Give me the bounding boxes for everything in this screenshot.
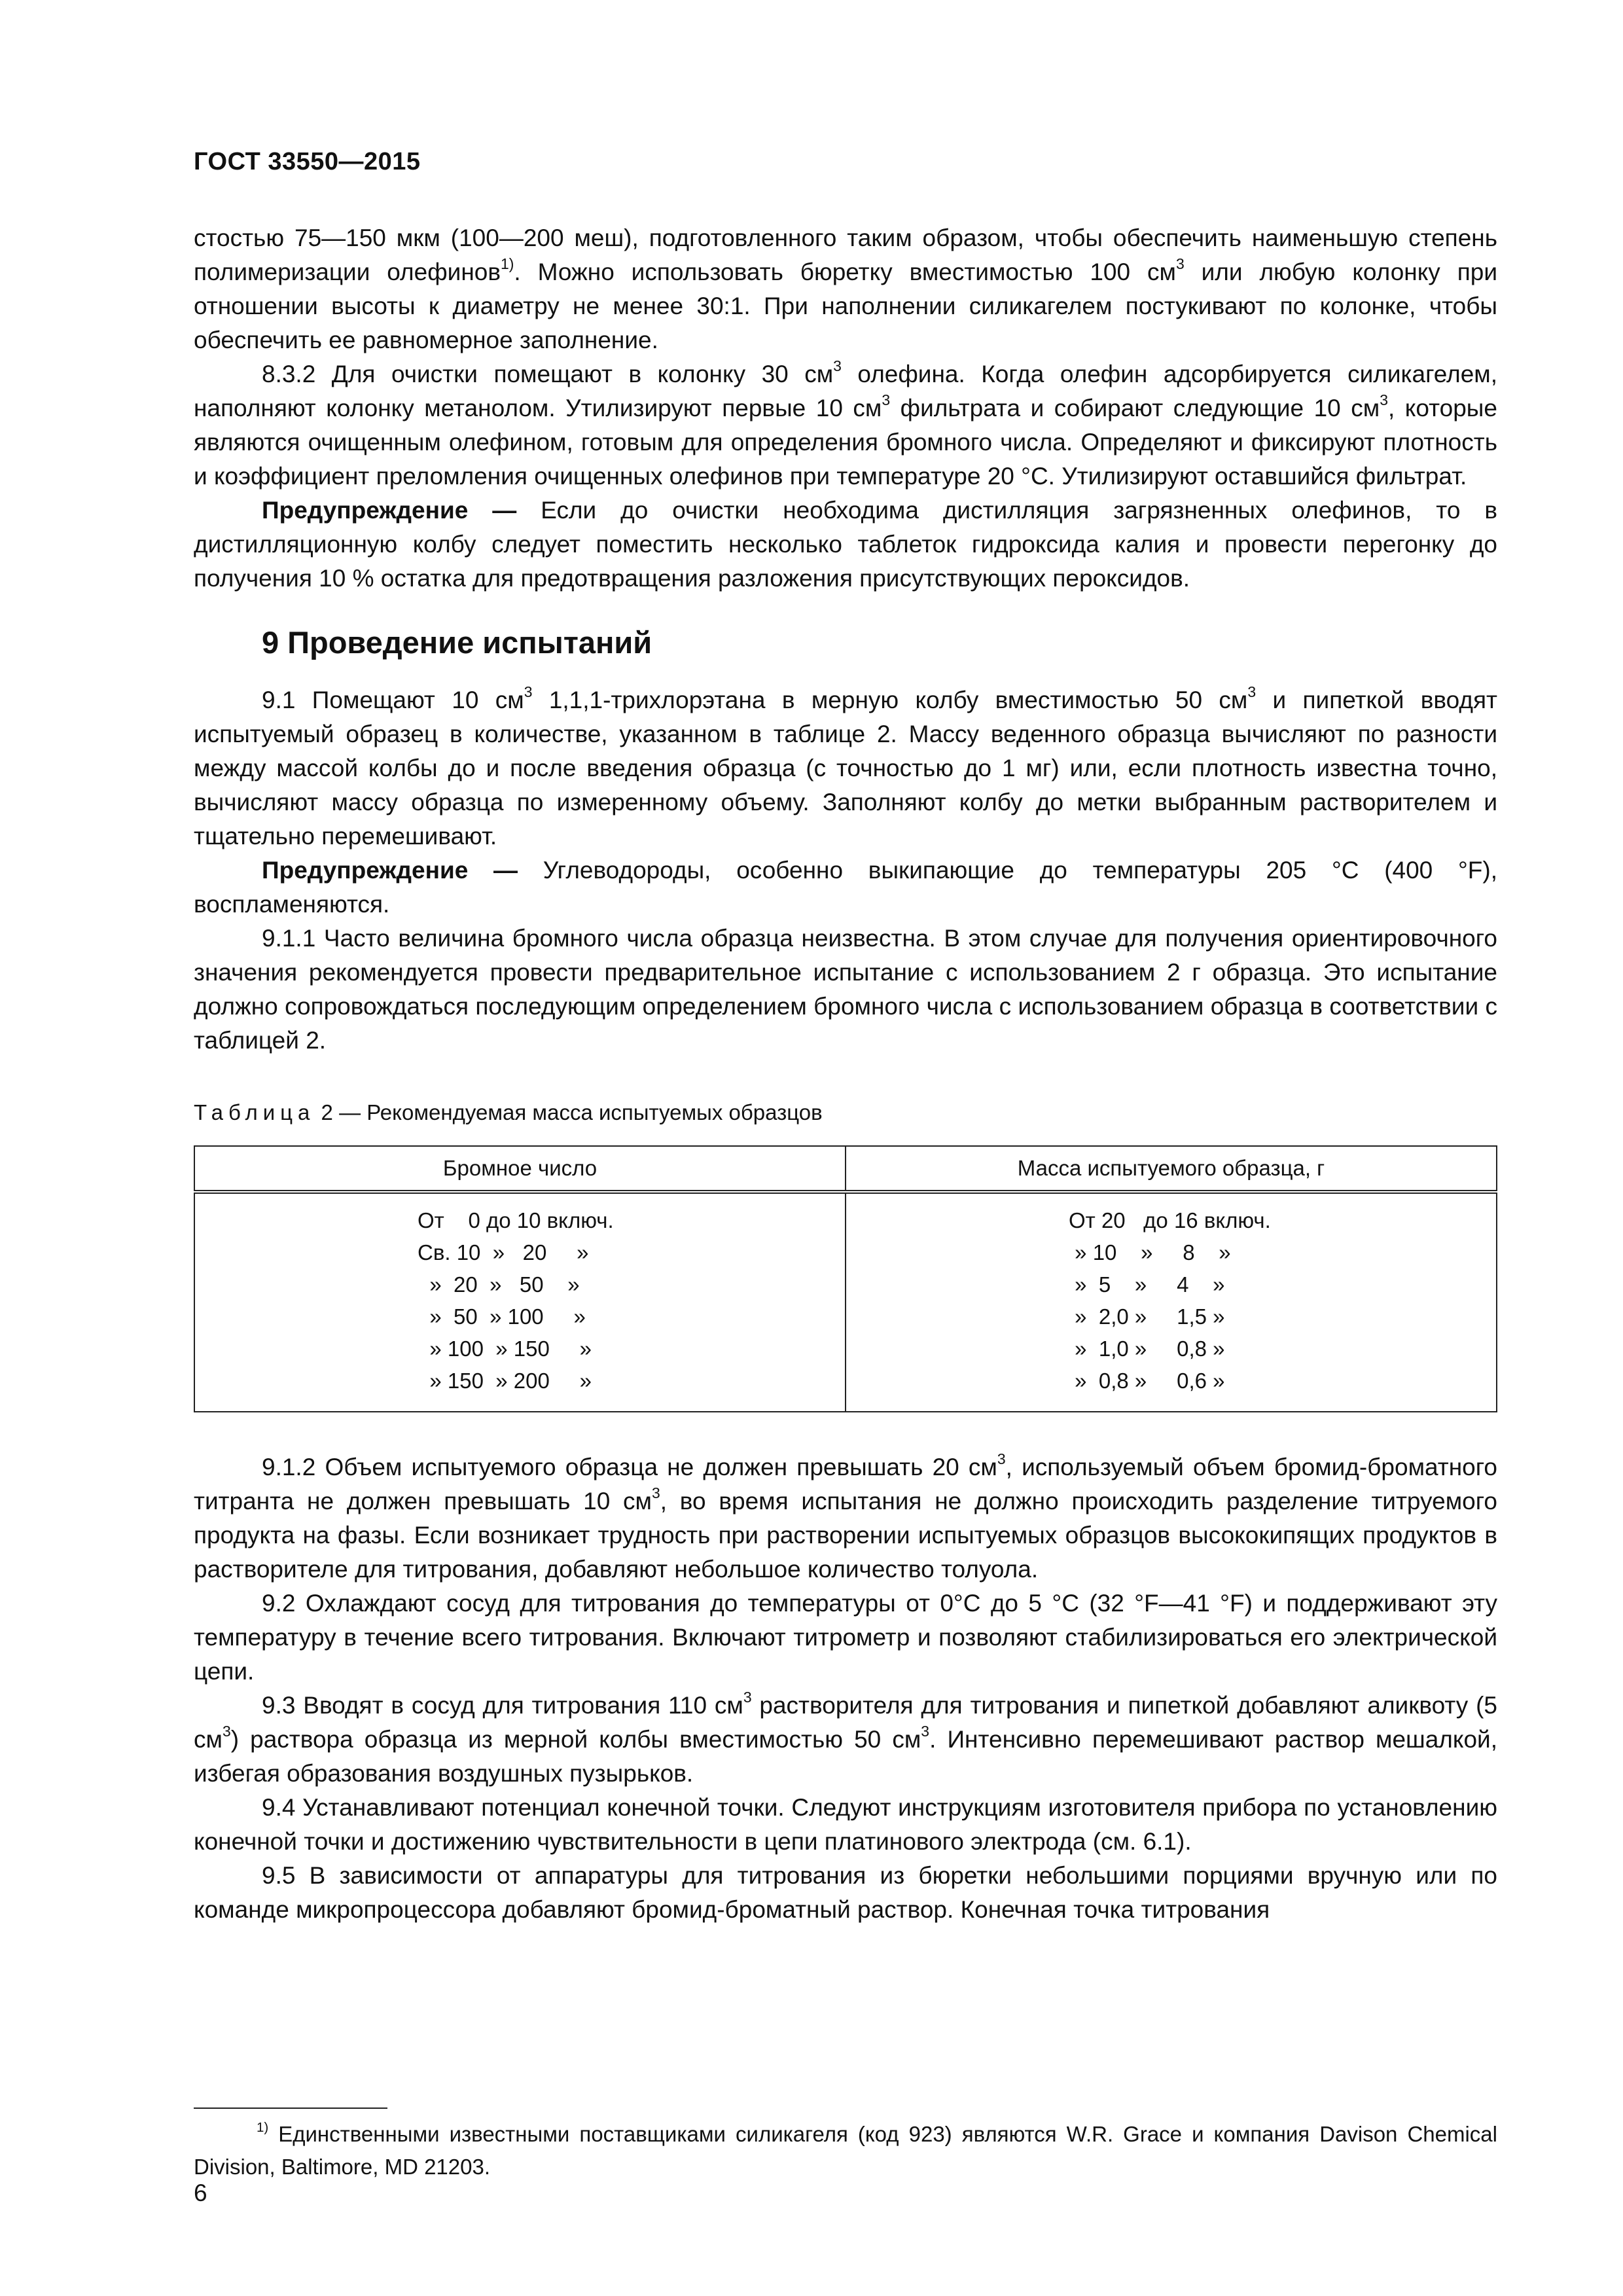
sample-mass-table (194, 1145, 1497, 1412)
paragraph-9-1: 9.1 Помещают 10 $см^3$ 1,1,1-трихлорэтана в мерную колбу вместимостью 50 $см^3$ и пипеткой вводят испытуемый образец в количестве, указанном в таблице 2. Массу веденного образца вычисляют по разности между массой колбы до и после введения образца (с точностью до 1 мг) или, если плотность известна точно, вычисляют массу образца по измеренному объему. Заполняют колбу до метки выбранным растворителем и тщательно перемешивают. (194, 683, 1497, 850)
footnote (194, 2118, 1497, 2183)
table-caption: Таблица 2 — Рекомендуемая масса испытуемых образцов (194, 1100, 823, 1124)
table-cell-bromine-number (194, 1192, 846, 1412)
warning-label: Предупреждение — (262, 857, 518, 884)
section-heading: 9 Проведение испытаний (262, 625, 652, 660)
paragraph-9-3: 9.3 Вводят в сосуд для титрования 110 $см^3$ растворителя для титрования и пипеткой добавляют аликвоту (5 $см^3$) раствора образца из мерной колбы вместимостью 50 $см^3$. Интенсивно перемешивают раствор мешалкой, избегая образования воздушных пузырьков. (194, 1689, 1497, 1787)
table-cell-line: Св. 10 » 20 » (418, 1240, 589, 1265)
table-cell-line: От 20 до 16 включ. (1069, 1208, 1271, 1232)
table-cell-line: От 0 до 10 включ. (418, 1208, 614, 1232)
table-cell-line: » 100 » 150 » (418, 1336, 592, 1361)
table-cell-line: » 10 » 8 » (1069, 1240, 1231, 1265)
table-cell-sample-mass (846, 1192, 1497, 1412)
table-cell-line: » 1,0 » 0,8 » (1069, 1336, 1225, 1361)
document-body (194, 221, 1497, 1927)
paragraph-9-4: 9.4 Устанавливают потенциал конечной точки. Следуют инструкциям изготовителя прибора по установлению конечной точки и достижению чувствительности в цепи платинового электрода (см. 6.1). (194, 1794, 1497, 1855)
paragraph-8-3-1-continued: стостью 75—150 мкм (100—200 меш), подготовленного таким образом, чтобы обеспечить наименьшую степень полимеризации олефинов$^{1)}$. Можно использовать бюретку вместимостью 100 $см^3$ или любую колонку при отношении высоты к диаметру не менее 30:1. При наполнении силикагелем постукивают по колонке, чтобы обеспечить ее равномерное заполнение. (194, 224, 1497, 353)
table-header-sample-mass: Масса испытуемого образца, г (846, 1146, 1497, 1192)
page-number: 6 (194, 2179, 207, 2206)
paragraph-9-1-1: 9.1.1 Часто величина бромного числа образца неизвестна. В этом случае для получения ориентировочного значения рекомендуется провести предварительное испытание с использованием 2 г образца. Это испытание должно сопровождаться последующим определением бромного числа с использованием образца в соответствии с таблицей 2. (194, 925, 1497, 1054)
paragraph-9-5: 9.5 В зависимости от аппаратуры для титрования из бюретки небольшими порциями вручную или по команде микропроцессора добавляют бромид-броматный раствор. Конечная точка титрования (194, 1862, 1497, 1923)
warning-paragraph-1: Предупреждение — Если до очистки необходима дистилляция загрязненных олефинов, то в дистилляционную колбу следует поместить несколько таблеток гидроксида калия и провести перегонку до получения 10 % остатка для предотвращения разложения присутствующих пероксидов. (194, 497, 1498, 592)
table-cell-line: » 2,0 » 1,5 » (1069, 1304, 1225, 1329)
footnote-divider (194, 2108, 387, 2109)
warning-label: Предупреждение — (262, 497, 517, 524)
table-cell-line: » 50 » 100 » (418, 1304, 586, 1329)
warning-paragraph-2: Предупреждение — Углеводороды, особенно выкипающие до температуры 205 °С (400 °F), воспламеняются. (194, 857, 1497, 918)
paragraph-8-3-2: 8.3.2 Для очистки помещают в колонку 30 $см^3$ олефина. Когда олефин адсорбируется силикагелем, наполняют колонку метанолом. Утилизируют первые 10 $см^3$ фильтрата и собирают следующие 10 $см^3$, которые являются очищенным олефином, готовым для определения бромного числа. Определяют и фиксируют плотность и коэффициент преломления очищенных олефинов при температуре 20 °С. Утилизируют оставшийся фильтрат. (194, 357, 1497, 490)
table-cell-line: » 5 » 4 » (1069, 1272, 1225, 1297)
paragraph-9-2: 9.2 Охлаждают сосуд для титрования до температуры от 0°С до 5 °С (32 °F—41 °F) и поддерживают эту температуру в течение всего титрования. Включают титрометр и позволяют стабилизироваться его электрической цепи. (194, 1590, 1497, 1685)
table-cell-line: » 150 » 200 » (418, 1369, 592, 1393)
table-cell-line: » 0,8 » 0,6 » (1069, 1369, 1225, 1393)
footnote-marker: 1) (257, 2119, 269, 2135)
table-row (194, 1192, 1497, 1412)
table-header-row (194, 1146, 1497, 1192)
table-header-bromine-number: Бромное число (194, 1146, 846, 1192)
footnote-text: Единственными известными поставщиками силикагеля (код 923) являются W.R. Grace и компания Davison Chemical Division, Baltimore, MD 21203. (194, 2122, 1497, 2179)
table-cell-line: » 20 » 50 » (418, 1272, 580, 1297)
paragraph-9-1-2: 9.1.2 Объем испытуемого образца не должен превышать 20 $см^3$, используемый объем бромид-броматного титранта не должен превышать 10 $см^3$, во время испытания не должно происходить разделение титруемого продукта на фазы. Если возникает трудность при растворении испытуемых образцов высококипящих продуктов в растворителе для титрования, добавляют небольшое количество толуола. (194, 1450, 1497, 1583)
document-header: ГОСТ 33550—2015 (194, 148, 421, 175)
